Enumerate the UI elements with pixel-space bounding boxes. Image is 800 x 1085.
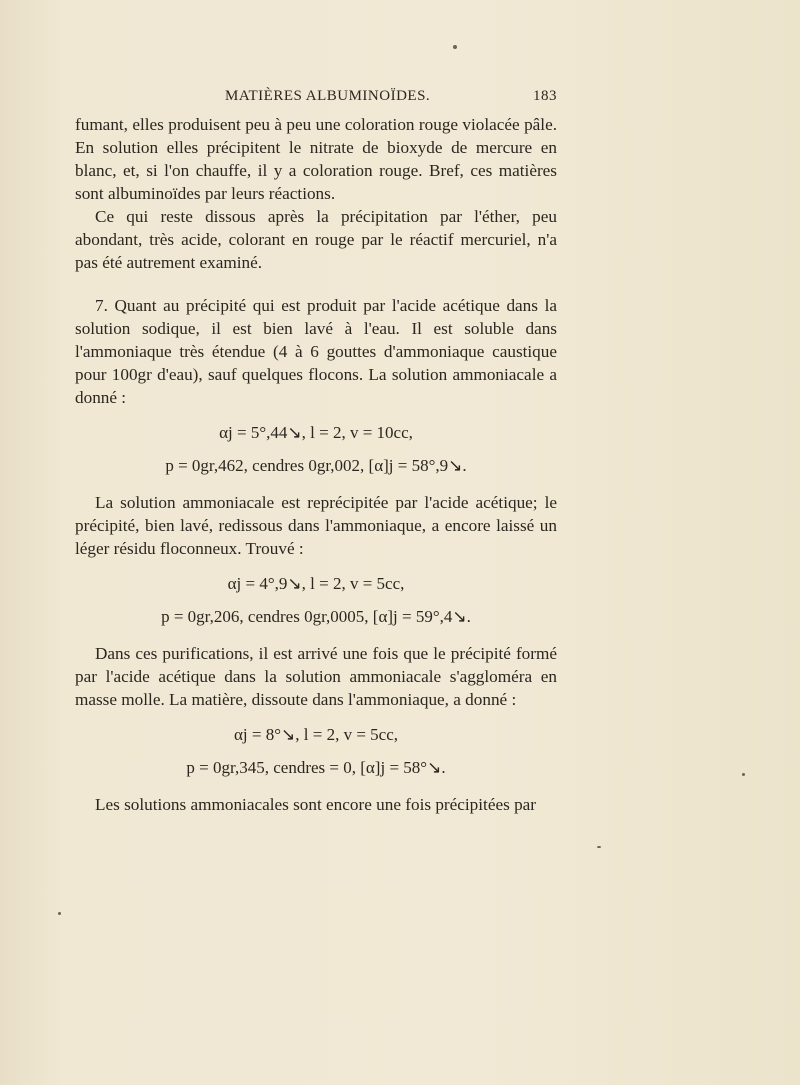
formula-block-3 — [75, 723, 557, 779]
paragraph-section-7: 7. Quant au précipité qui est produit par l'acide acétique dans la solution sodique, il est bien lavé à l'eau. Il est soluble dans l'ammoniaque très étendue (4 à 6 gouttes d'ammoniaque caustique pour 100gr d'eau), sauf quelques flocons. La solution ammoniacale a donné : — [75, 296, 557, 407]
paragraph-reprecipitation: La solution ammoniacale est reprécipitée par l'acide acétique; le précipité, bien lavé, redissous dans l'ammoniaque, a encore laissé un léger résidu floconneux. Trouvé : — [75, 493, 557, 558]
formula-rotation-2: αj = 4°,9↘, l = 2, v = 5cc, — [227, 574, 405, 593]
formula-weight-3: p = 0gr,345, cendres = 0, [α]j = 58°↘. — [186, 758, 446, 777]
section-gap — [75, 274, 557, 294]
page-body — [75, 113, 557, 816]
paragraph-ether-residue: Ce qui reste dissous après la précipitation par l'éther, peu abondant, très acide, colorant en rouge par le réactif mercuriel, n'a pas été autrement examiné. — [75, 207, 557, 272]
running-title: MATIÈRES ALBUMINOÏDES. — [225, 88, 431, 104]
formula-block-2 — [75, 572, 557, 628]
page-number: 183 — [533, 88, 557, 104]
formula-block-1 — [75, 421, 557, 477]
ink-speck — [597, 846, 601, 848]
formula-weight-2: p = 0gr,206, cendres 0gr,0005, [α]j = 59°,4↘. — [161, 607, 471, 626]
paragraph-final-line: Les solutions ammoniacales sont encore une fois précipitées par — [95, 795, 537, 814]
ink-speck — [453, 45, 457, 49]
ink-speck — [58, 912, 61, 915]
formula-rotation-3: αj = 8°↘, l = 2, v = 5cc, — [234, 725, 398, 744]
formula-weight-1: p = 0gr,462, cendres 0gr,002, [α]j = 58°,9↘. — [165, 456, 467, 475]
paragraph-continuation: fumant, elles produisent peu à peu une coloration rouge violacée pâle. En solution elles précipitent le nitrate de bioxyde de mercure en blanc, et, si l'on chauffe, il y a coloration rouge. Bref, ces matières sont albuminoïdes par leurs réactions. — [75, 115, 557, 203]
ink-speck — [742, 773, 745, 776]
page-header — [75, 88, 557, 110]
paragraph-purifications: Dans ces purifications, il est arrivé une fois que le précipité formé par l'acide acétique dans la solution ammoniacale s'aggloméra en masse molle. La matière, dissoute dans l'ammoniaque, a donné : — [75, 644, 557, 709]
formula-rotation-1: αj = 5°,44↘, l = 2, v = 10cc, — [219, 423, 413, 442]
